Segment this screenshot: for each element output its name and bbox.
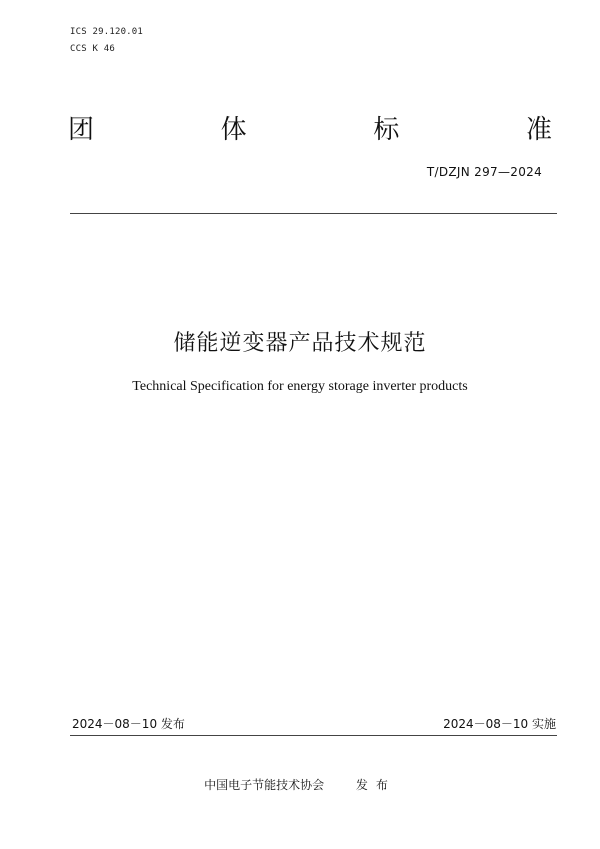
category-char: 体: [220, 115, 247, 145]
category-char: 标: [373, 115, 400, 145]
issue-date: 2024－08－10 发布: [72, 717, 185, 731]
bottom-divider: [70, 735, 557, 736]
standard-number: T/DZJN 297—2024: [426, 165, 542, 179]
standard-category-heading: [68, 113, 552, 147]
category-char: 准: [525, 115, 552, 145]
ics-code: ICS 29.120.01: [70, 27, 144, 37]
category-char: 团: [68, 115, 95, 145]
implementation-date: 2024－08－10 实施: [443, 717, 556, 731]
publisher-line: [0, 776, 600, 793]
ccs-code: CCS K 46: [70, 44, 115, 54]
publisher-organization: 中国电子节能技术协会: [204, 778, 325, 792]
top-divider: [70, 213, 557, 214]
document-title-chinese: 储能逆变器产品技术规范: [173, 331, 427, 356]
publisher-action: 发布: [355, 778, 396, 792]
document-title-english: Technical Specification for energy storage inverter products: [132, 379, 468, 394]
